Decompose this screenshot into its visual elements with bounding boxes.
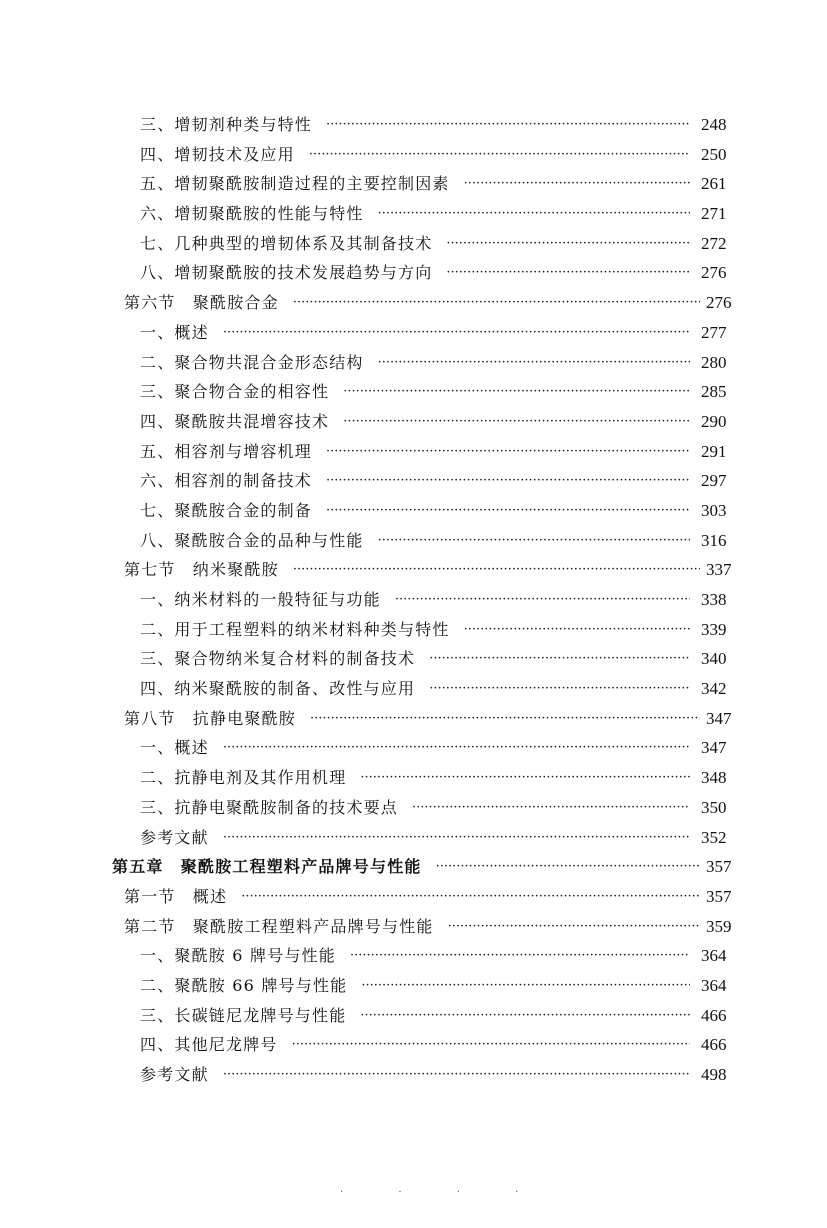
toc-section-row: [0, 882, 827, 912]
toc-dot-leader: [326, 466, 690, 496]
toc-page-number: 466: [701, 1005, 727, 1025]
toc-item-row: [0, 140, 827, 170]
toc-item-row: [0, 763, 827, 793]
toc-dot-leader: [293, 288, 700, 318]
toc-dot-leader: [360, 1001, 690, 1031]
toc-dot-leader: [395, 585, 690, 615]
toc-dot-leader: [446, 258, 690, 288]
toc-dot-leader: [223, 823, 690, 853]
toc-page-number: 359: [706, 916, 732, 936]
toc-dot-leader: [464, 615, 690, 645]
toc-dot-leader: [223, 1060, 690, 1090]
toc-page-number: 350: [701, 797, 727, 817]
toc-dot-leader: [429, 674, 690, 704]
toc-item-row: [0, 348, 827, 378]
toc-dot-leader: [292, 1030, 690, 1060]
toc-dot-leader: [448, 912, 700, 942]
toc-entry-title: 二、用于工程塑料的纳米材料种类与特性: [140, 615, 450, 645]
toc-entry-title: 二、抗静电剂及其作用机理: [140, 763, 346, 793]
toc-page-number: 347: [701, 738, 727, 758]
toc-page-number: 498: [701, 1065, 727, 1084]
toc-dot-leader: [343, 407, 690, 437]
toc-item-row: [0, 407, 827, 437]
toc-entry-title: 第七节 纳米聚酰胺: [124, 555, 279, 585]
toc-entry-title: 六、增韧聚酰胺的性能与特性: [140, 199, 364, 229]
toc-chapter-row: [0, 852, 827, 882]
toc-entry-title: 一、纳米材料的一般特征与功能: [140, 585, 381, 615]
toc-page-number: 337: [706, 560, 732, 580]
toc-item-row: [0, 793, 827, 823]
toc-entry-title: 四、其他尼龙牌号: [140, 1030, 278, 1060]
toc-item-row: [0, 199, 827, 229]
toc-page-number: 316: [701, 530, 727, 550]
toc-dot-leader: [293, 555, 700, 585]
toc-item-row: [0, 585, 827, 615]
toc-entry-title: 七、聚酰胺合金的制备: [140, 496, 312, 526]
toc-dot-leader: [343, 377, 690, 407]
toc-entry-title: 参考文献: [140, 1060, 209, 1090]
toc-entry-title: 三、聚合物纳米复合材料的制备技术: [140, 644, 415, 674]
toc-page-number: 261: [701, 174, 727, 194]
toc-item-row: [0, 526, 827, 556]
toc-entry-title: 五、相容剂与增容机理: [140, 437, 312, 467]
toc-dot-leader: [223, 318, 690, 348]
toc-dot-leader: [326, 437, 690, 467]
toc-entry-title: 三、长碳链尼龙牌号与性能: [140, 1001, 346, 1031]
toc-entry-title: 第五章 聚酰胺工程塑料产品牌号与性能: [112, 852, 422, 882]
toc-item-row: [0, 318, 827, 348]
toc-section-row: [0, 288, 827, 318]
toc-entry-title: 四、聚酰胺共混增容技术: [140, 407, 329, 437]
toc-item-row: [0, 941, 827, 971]
toc-entry-title: 第二节 聚酰胺工程塑料产品牌号与性能: [124, 912, 434, 942]
toc-dot-leader: [464, 169, 690, 199]
toc-page-number: 338: [701, 590, 727, 609]
table-of-contents: [0, 110, 827, 1090]
toc-page-number: 291: [701, 441, 727, 461]
toc-dot-leader: [360, 763, 690, 793]
toc-dot-leader: [378, 526, 690, 556]
toc-page-number: 364: [701, 975, 727, 995]
toc-dot-leader: [446, 229, 690, 259]
toc-page-number: 342: [701, 679, 727, 699]
toc-dot-leader: [310, 704, 700, 734]
toc-entry-title: 第八节 抗静电聚酰胺: [124, 704, 296, 734]
toc-page-number: 364: [701, 946, 727, 966]
toc-dot-leader: [326, 496, 690, 526]
toc-page-number: 466: [701, 1035, 727, 1055]
toc-dot-leader: [223, 733, 690, 763]
toc-item-row: [0, 496, 827, 526]
toc-entry-title: 第六节 聚酰胺合金: [124, 288, 279, 318]
toc-entry-title: 三、增韧剂种类与特性: [140, 110, 312, 140]
toc-entry-title: 八、增韧聚酰胺的技术发展趋势与方向: [140, 258, 432, 288]
toc-dot-leader: [378, 348, 690, 378]
toc-item-row: [0, 466, 827, 496]
toc-page-number: 272: [701, 233, 727, 253]
toc-item-row: [0, 258, 827, 288]
toc-dot-leader: [309, 140, 690, 170]
toc-page-number: 352: [701, 827, 727, 847]
toc-entry-title: 三、抗静电聚酰胺制备的技术要点: [140, 793, 398, 823]
toc-page-number: 276: [701, 263, 727, 283]
toc-item-row: [0, 377, 827, 407]
toc-entry-title: 四、增韧技术及应用: [140, 140, 295, 170]
toc-page-number: 357: [706, 857, 732, 877]
toc-item-row: [0, 229, 827, 259]
toc-dot-leader: [326, 110, 690, 140]
toc-dot-leader: [361, 971, 690, 1001]
toc-entry-title: 第一节 概述: [124, 882, 227, 912]
toc-page-number: 277: [701, 322, 727, 342]
toc-page-number: 280: [701, 352, 727, 372]
toc-item-row: [0, 674, 827, 704]
page-footer-marks: . . . .: [340, 1184, 545, 1195]
toc-page-number: 297: [701, 471, 727, 491]
toc-item-row: [0, 1030, 827, 1060]
toc-entry-title: 二、聚合物共混合金形态结构: [140, 348, 364, 378]
toc-item-row: [0, 615, 827, 645]
toc-entry-title: 三、聚合物合金的相容性: [140, 377, 329, 407]
toc-item-row: [0, 733, 827, 763]
toc-entry-title: 八、聚酰胺合金的品种与性能: [140, 526, 364, 556]
toc-item-row: [0, 823, 827, 853]
toc-dot-leader: [378, 199, 690, 229]
toc-entry-title: 六、相容剂的制备技术: [140, 466, 312, 496]
toc-page-number: 348: [701, 768, 727, 788]
toc-page-number: 285: [701, 382, 727, 402]
toc-page-number: 271: [701, 204, 727, 224]
toc-dot-leader: [350, 941, 690, 971]
toc-section-row: [0, 555, 827, 585]
toc-item-row: [0, 644, 827, 674]
toc-entry-title: 一、概述: [140, 318, 209, 348]
toc-entry-title: 一、概述: [140, 733, 209, 763]
toc-dot-leader: [241, 882, 700, 912]
toc-page-number: 347: [706, 708, 732, 728]
toc-entry-title: 五、增韧聚酰胺制造过程的主要控制因素: [140, 169, 450, 199]
toc-entry-title: 七、几种典型的增韧体系及其制备技术: [140, 229, 432, 259]
toc-page-number: 340: [701, 649, 727, 669]
toc-dot-leader: [412, 793, 690, 823]
toc-item-row: [0, 110, 827, 140]
toc-page-number: 339: [701, 619, 727, 639]
toc-page-number: 290: [701, 411, 727, 431]
toc-item-row: [0, 1060, 827, 1090]
toc-item-row: [0, 437, 827, 467]
toc-section-row: [0, 912, 827, 942]
toc-section-row: [0, 704, 827, 734]
toc-dot-leader: [429, 644, 690, 674]
toc-item-row: [0, 1001, 827, 1031]
toc-item-row: [0, 169, 827, 199]
toc-entry-title: 参考文献: [140, 823, 209, 853]
toc-page-number: 248: [701, 115, 727, 134]
toc-item-row: [0, 971, 827, 1001]
toc-dot-leader: [436, 852, 700, 882]
toc-page-number: 276: [706, 293, 732, 313]
toc-page-number: 303: [701, 500, 727, 520]
toc-page-number: 250: [701, 144, 727, 164]
toc-entry-title: 四、纳米聚酰胺的制备、改性与应用: [140, 674, 415, 704]
toc-entry-title: 一、聚酰胺 6 牌号与性能: [140, 941, 336, 971]
toc-entry-title: 二、聚酰胺 66 牌号与性能: [140, 971, 347, 1001]
toc-page-number: 357: [706, 886, 732, 906]
